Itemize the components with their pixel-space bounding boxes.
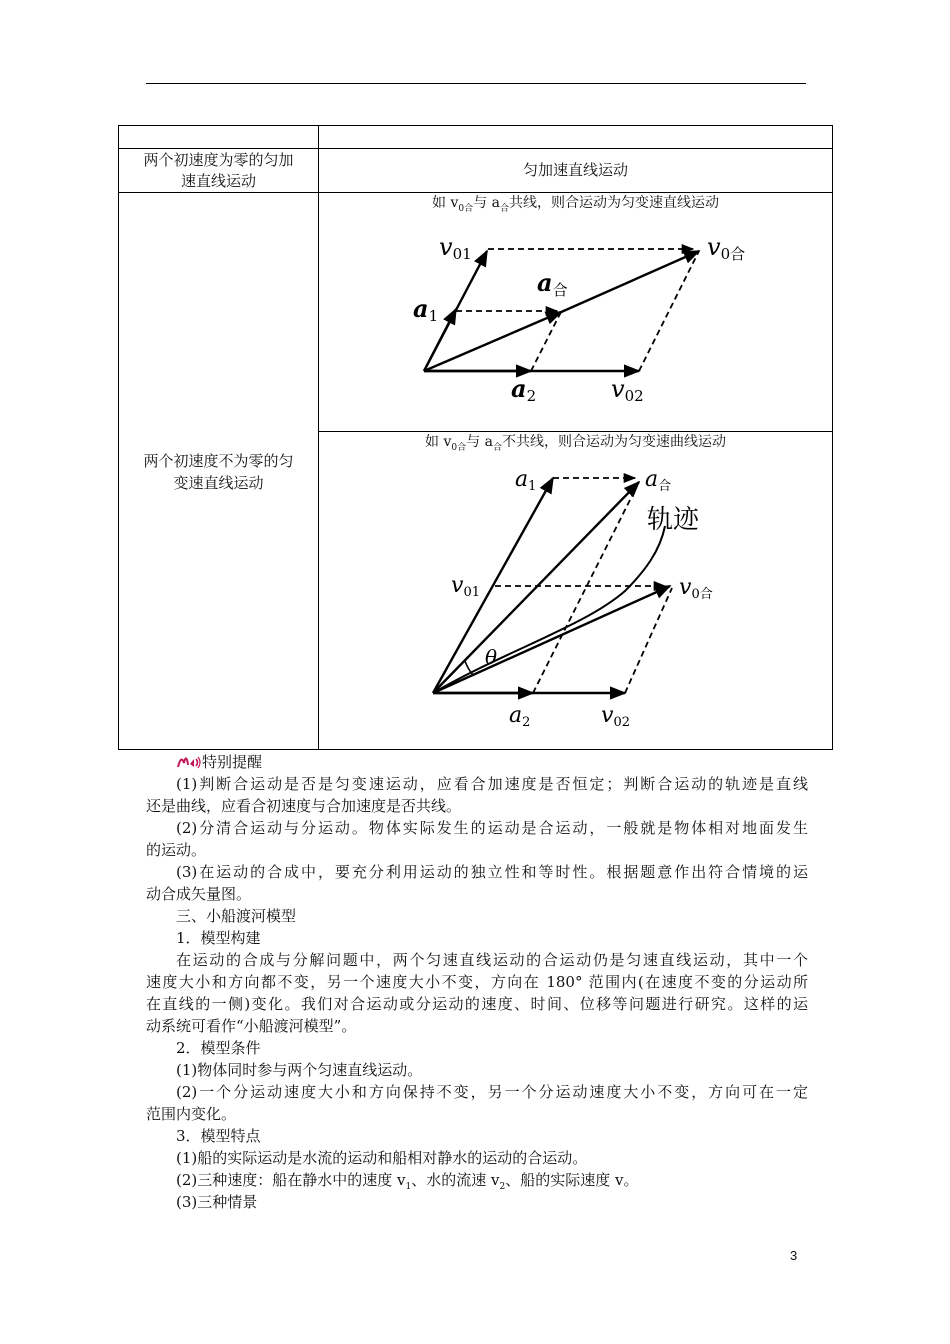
figure1-caption: 如 $v_{0合}$与 $a_合$共线，则合运动为匀变速直线运动: [432, 195, 719, 214]
subsection3-line1: (1)船的实际运动是水流的运动和船相对静水的运动的合运动。: [176, 1149, 588, 1167]
table-cell-figure2: [318, 431, 833, 750]
figure2-vector-diagram: [415, 456, 735, 746]
row2-left-line1: 两个初速度不为零的匀: [143, 452, 294, 470]
subsection2-line2: (2)一个分运动速度大小和方向保持不变，另一个分运动速度大小不变，方向可在一定: [176, 1083, 808, 1101]
para3-line1: (3)在运动的合成中，要充分利用运动的独立性和等时性。根据题意作出符合情境的运: [176, 863, 808, 881]
subsection2-line3: 范围内变化。: [146, 1105, 237, 1123]
table-cell-row1-left: [118, 148, 319, 193]
row1-left-line2: 速直线运动: [180, 172, 256, 190]
table-cell-header-right: [318, 125, 833, 149]
label-theta: θ: [485, 645, 498, 669]
row1-right-text: 匀加速直线运动: [522, 161, 628, 179]
subsection1-line4: 动系统可看作“小船渡河模型”。: [146, 1017, 357, 1035]
table-cell-row2-left: [118, 192, 319, 750]
section3-heading: 三、小船渡河模型: [176, 907, 297, 925]
v0he-vector: [433, 586, 670, 693]
label-a2: a2: [509, 703, 531, 730]
reminder-icon: [176, 753, 202, 769]
dash-v02-to-v0he: [639, 251, 699, 371]
page-number: 3: [790, 1248, 798, 1263]
label-a1: a1: [515, 467, 537, 494]
table-cell-figure1: [318, 192, 833, 432]
label-v0he: v0合: [707, 233, 746, 263]
subsection2-title: 2．模型条件: [176, 1039, 261, 1057]
label-ahe: a合: [645, 467, 672, 494]
table-cell-header-left: [118, 125, 319, 149]
row2-left-line2: 变速直线运动: [173, 474, 264, 492]
row1-left-line1: 两个初速度为零的匀加: [143, 151, 294, 169]
para3-line2: 动合成矢量图。: [146, 885, 252, 903]
figure2-caption: 如 $v_{0合}$与 $a_合$不共线，则合运动为匀变速曲线运动: [425, 434, 726, 453]
label-v01: v01: [439, 233, 472, 263]
label-a2: a2: [511, 374, 537, 405]
label-trajectory: 轨迹: [647, 505, 700, 535]
header-rule: [146, 83, 806, 84]
subsection3-title: 3．模型特点: [176, 1127, 261, 1145]
para2-line1: (2)分清合运动与分运动。物体实际发生的运动是合运动，一般就是物体相对地面发生: [176, 819, 808, 837]
label-v01: v01: [451, 573, 480, 600]
para1-line1: (1)判断合运动是否是匀变速运动，应看合加速度是否恒定；判断合运动的轨迹是直线: [176, 775, 808, 793]
table-cell-row1-right: [318, 148, 833, 193]
dash-a2-to-ahe: [533, 486, 637, 693]
label-ahe: a合: [537, 268, 568, 299]
subsection3-line2: (2)三种速度：船在静水中的速度 $v_1$、水的流速 $v_2$、船的实际速度 v。: [176, 1171, 639, 1192]
label-a1: a1: [413, 294, 439, 325]
label-v02: v02: [601, 703, 630, 730]
subsection1-line3: 在直线的一侧)变化。我们对合运动或分运动的速度、时间、位移等问题进行研究。这样的运: [146, 995, 808, 1013]
subsection1-line1: 在运动的合成与分解问题中，两个匀速直线运动的合运动仍是匀速直线运动，其中一个: [176, 951, 808, 969]
reminder-title: 特别提醒: [202, 753, 263, 771]
para2-line2: 的运动。: [146, 841, 207, 859]
label-v0he: v0合: [679, 575, 713, 602]
para1-line2: 还是曲线，应看合初速度与合加速度是否共线。: [146, 797, 462, 815]
subsection2-line1: (1)物体同时参与两个匀速直线运动。: [176, 1061, 423, 1079]
figure1-vector-diagram: [389, 217, 761, 427]
subsection1-line2: 速度大小和方向都不变，另一个速度大小不变，方向在 180° 范围内(在速度不变的分运动所: [146, 973, 808, 991]
ahe-vector: [424, 312, 561, 371]
dash-a2-to-ahe: [531, 312, 561, 371]
v0he-vector: [559, 251, 699, 313]
label-v02: v02: [611, 375, 644, 405]
subsection1-title: 1．模型构建: [176, 929, 261, 947]
reminder-heading: [176, 751, 838, 773]
subsection3-line3: (3)三种情景: [176, 1193, 258, 1211]
